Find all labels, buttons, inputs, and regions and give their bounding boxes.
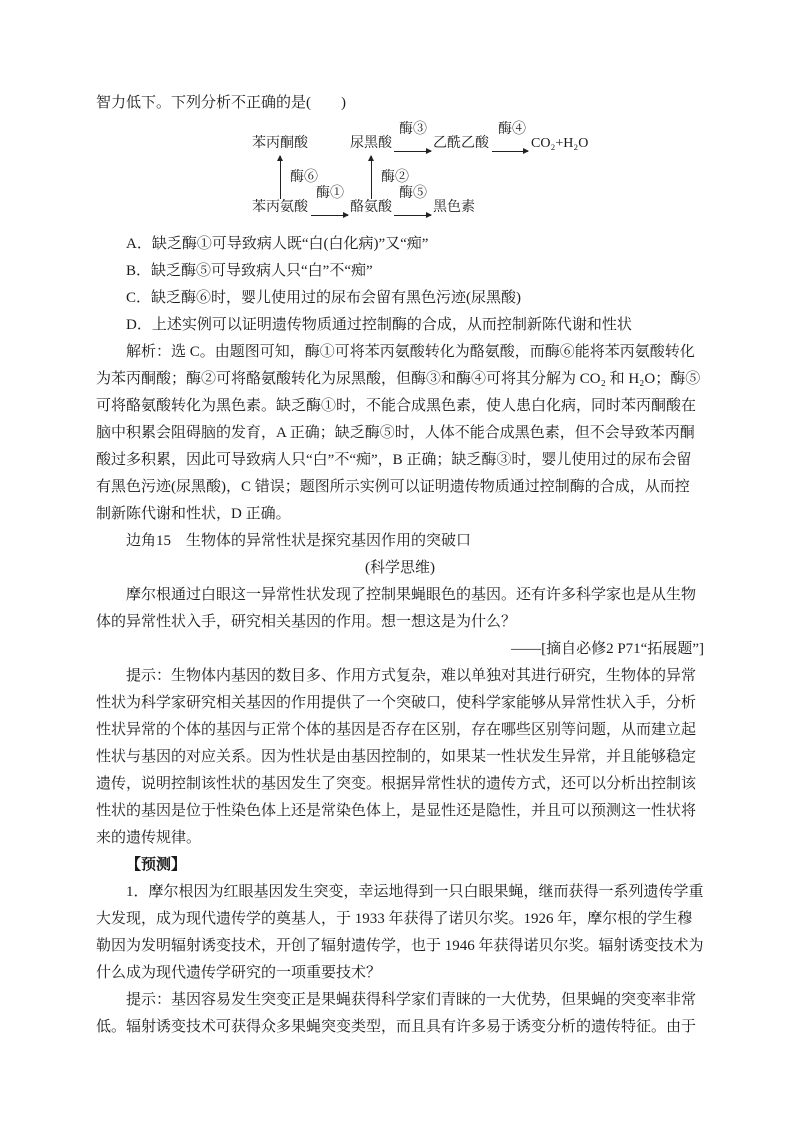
option-b-text: 缺乏酶⑤可导致病人只“白”不“痴” (151, 263, 373, 279)
arrow-acetoacetate-to-co2-h2o (492, 151, 528, 152)
answer-analysis: 解析：选 C。由题图可知，酶①可将苯丙氨酸转化为酪氨酸，而酶⑥能将苯丙氨酸转化为苯丙酮酸；酶②可将酪氨酸转化为尿黑酸，但酶③和酶④可将其分解为 CO₂ 和 H₂O；酶⑤可将酪氨酸转化为黑色素。缺乏酶①时，不能合成黑色素，使人患白化病，同时苯丙酮酸在脑中积累会阻碍脑的发育，A 正确；缺乏酶⑤时，人体不能合成黑色素，但不会导致苯丙酮酸过多积累，因此可导致病人只“白”不“痴”，B 正确；缺乏酶③时，婴儿使用过的尿布会留有黑色污迹(尿黑酸)，C 错误；题图所示实例可以证明遗传物质通过控制酶的合成，从而控制新陈代谢和性状，D 正确。 (96, 344, 701, 522)
node-co2-h2o: CO₂+H₂O (531, 136, 589, 151)
enzyme-5-label: 酶⑤ (399, 186, 427, 201)
enzyme-6-label: 酶⑥ (290, 170, 318, 185)
node-homogentisate: 尿黑酸 (350, 136, 392, 151)
option-c-text: 缺乏酶⑥时，婴儿使用过的尿布会留有黑色污迹(尿黑酸) (151, 290, 522, 306)
corner-note-tag: (科学思维) (365, 560, 435, 576)
enzyme-4-label: 酶④ (498, 122, 526, 137)
node-melanin: 黑色素 (433, 200, 475, 215)
enzyme-3-label: 酶③ (399, 122, 427, 137)
option-c-label: C． (126, 290, 152, 306)
node-acetoacetate: 乙酰乙酸 (433, 136, 489, 151)
enzyme-2-label: 酶② (381, 170, 409, 185)
corner-note-body: 摩尔根通过白眼这一异常性状发现了控制果蝇眼色的基因。还有许多科学家也是从生物体的异常性状入手，研究相关基因的作用。想一想这是为什么？ (96, 587, 697, 630)
corner-note-hint: 提示：生物体内基因的数目多、作用方式复杂，难以单独对其进行研究，生物体的异常性状为科学家研究相关基因的作用提供了一个突破口，使科学家能够从异常性状入手，分析性状异常的个体的基因与正常个体的基因是否存在区别，存在哪些区别等问题，从而建立起性状与基因的对应关系。因为性状是由基因控制的，如果某一性状发生异常，并且能够稳定遗传，说明控制该性状的基因发生了突变。根据异常性状的遗传方式，还可以分析出控制该性状的基因是位于性染色体上还是常染色体上，是显性还是隐性，并且可以预测这一性状将来的遗传规律。 (96, 668, 697, 846)
arrow-phenylalanine-to-tyrosine (311, 215, 348, 216)
prediction-heading: 【预测】 (126, 857, 187, 873)
option-a-label: A． (126, 236, 152, 252)
document-page (96, 0, 704, 1041)
node-phenylpyruvate: 苯丙酮酸 (252, 136, 308, 151)
option-d-text: 上述实例可以证明遗传物质通过控制酶的合成，从而控制新陈代谢和性状 (151, 317, 632, 333)
arrow-tyrosine-to-melanin (394, 215, 431, 216)
prediction-question-1: 1．摩尔根因为红眼基因发生突变，幸运地得到一只白眼果蝇，继而获得一系列遗传学重大发现，成为现代遗传学的奠基人，于 1933 年获得了诺贝尔奖。1926 年，摩尔根的学生穆勒因为发明辐射诱变技术，开创了辐射遗传学，也于 1946 年获得诺贝尔奖。辐射诱变技术为什么成为现代遗传学研究的一项重要技术？ (96, 884, 704, 981)
option-d (96, 312, 704, 339)
arrow-tyrosine-to-homogentisate (371, 156, 372, 199)
arrow-phenylalanine-to-phenylpyruvate (280, 156, 281, 199)
metabolic-pathway-diagram (252, 123, 612, 223)
option-d-label: D． (126, 317, 152, 333)
corner-note-heading: 边角15 生物体的异常性状是探究基因作用的突破口 (126, 533, 472, 549)
option-b-label: B． (126, 263, 152, 279)
enzyme-1-label: 酶① (316, 186, 344, 201)
corner-note-source: ——[摘自必修2 P71“拓展题”] (511, 641, 704, 657)
arrow-homogentisate-to-acetoacetate (394, 151, 431, 152)
option-a-text: 缺乏酶①可导致病人既“白(白化病)”又“痴” (151, 236, 429, 252)
node-phenylalanine: 苯丙氨酸 (252, 200, 308, 215)
option-b (96, 258, 704, 285)
option-a (96, 231, 704, 258)
prediction-hint-1: 提示：基因容易发生突变正是果蝇获得科学家们青睐的一大优势，但果蝇的突变率非常低。辐射诱变技术可获得众多果蝇突变类型，而且具有许多易于诱变分析的遗传特征。由于 (96, 992, 697, 1035)
node-tyrosine: 酪氨酸 (350, 200, 392, 215)
option-c (96, 285, 704, 312)
question-stem: 智力低下。下列分析不正确的是( ) (96, 95, 346, 111)
